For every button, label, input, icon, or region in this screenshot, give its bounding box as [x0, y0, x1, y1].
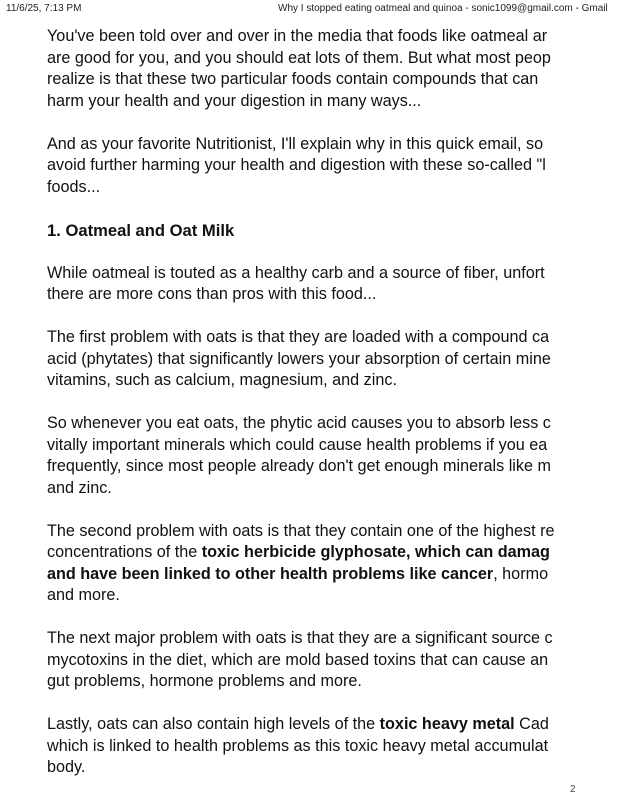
paragraph-minerals [47, 413, 635, 499]
text-line: The first problem with oats is that they are loaded with a compound ca [47, 328, 550, 346]
text-line: mycotoxins in the diet, which are mold based toxins that can cause an [47, 650, 549, 669]
text-line: realize is that these two particular foods contain compounds that can [47, 70, 539, 88]
page-mark: 2 [570, 784, 576, 795]
paragraph-glyphosate [47, 521, 635, 607]
text-line: vitamins, such as calcium, magnesium, and zinc. [47, 371, 397, 389]
text-line: vitally important minerals which could cause health problems if you ea [47, 435, 548, 454]
text-line: frequently, since most people already don't get enough minerals like m [47, 457, 551, 475]
text-line: While oatmeal is touted as a healthy carb and a source of fiber, unfort [47, 263, 545, 282]
paragraph-oatmeal-intro [47, 263, 635, 306]
text-line: acid (phytates) that significantly lowers your absorption of certain mine [47, 349, 551, 368]
print-timestamp: 11/6/25, 7:13 PM [6, 3, 82, 14]
text-bold: toxic heavy metal [379, 715, 515, 733]
text-line: are good for you, and you should eat lots of them. But what most peop [47, 48, 551, 67]
email-body [47, 26, 635, 779]
paragraph-mycotoxins [47, 628, 635, 693]
text-line: avoid further harming your health and digestion with these so-called "l [47, 156, 546, 174]
text-line: The second problem with oats is that they contain one of the highest re [47, 521, 555, 540]
text-line: The next major problem with oats is that they are a significant source c [47, 629, 553, 647]
text-line: and more. [47, 586, 120, 604]
text-line: which is linked to health problems as this toxic heavy metal accumulat [47, 736, 549, 755]
text-plain: concentrations of the [47, 543, 202, 561]
text-plain: Cad [514, 715, 549, 733]
text-line [47, 564, 635, 586]
paragraph-nutritionist [47, 134, 635, 199]
text-bold: and have been linked to other health problems like cancer [47, 564, 494, 583]
section-heading: 1. Oatmeal and Oat Milk [47, 220, 235, 240]
text-line: body. [47, 758, 86, 776]
paragraph-cadmium [47, 714, 635, 779]
text-line: And as your favorite Nutritionist, I'll explain why in this quick email, so [47, 134, 544, 153]
text-plain: , hormo [493, 564, 549, 583]
text-line: So whenever you eat oats, the phytic acid causes you to absorb less c [47, 414, 551, 432]
paragraph-phytic-acid [47, 327, 635, 392]
text-line: You've been told over and over in the media that foods like oatmeal ar [47, 27, 548, 45]
email-subject-header: Why I stopped eating oatmeal and quinoa - sonic1099@gmail.com - Gmail [278, 3, 608, 14]
text-plain: Lastly, oats can also contain high levels of the [47, 715, 380, 733]
text-line: foods... [47, 177, 101, 196]
text-bold: toxic herbicide glyphosate, which can damag [201, 543, 550, 561]
text-line [47, 714, 635, 736]
text-line [47, 542, 635, 564]
paragraph-intro [47, 26, 635, 112]
text-line: there are more cons than pros with this food... [47, 285, 377, 303]
text-line: harm your health and your digestion in many ways... [47, 91, 422, 110]
text-line: and zinc. [47, 478, 112, 497]
text-line: gut problems, hormone problems and more. [47, 672, 362, 690]
